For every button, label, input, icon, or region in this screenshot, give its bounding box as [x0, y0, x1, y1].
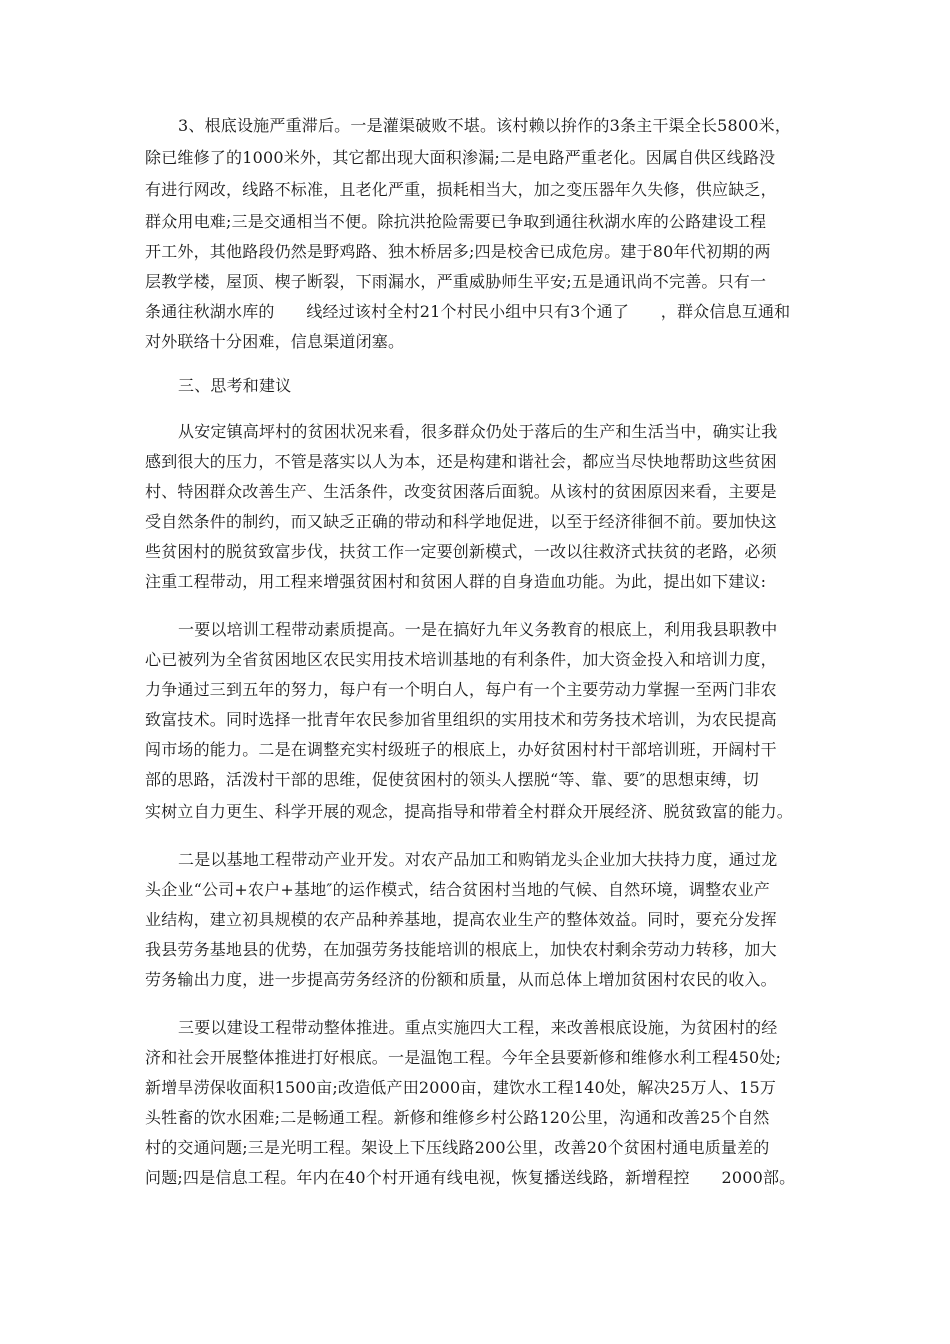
paragraph-1-line-4: 群众用电难;三是交通相当不便。除抗洪抢险需要已争取到通往秋湖水库的公路建设工程 [145, 212, 767, 231]
paragraph-1-line-5: 开工外，其他路段仍然是野鸡路、独木桥居多;四是校舍已成危房。建于80年代初期的两 [145, 242, 771, 261]
paragraph-1-line-8: 对外联络十分困难，信息渠道闭塞。 [145, 332, 405, 351]
paragraph-5-line-6: 问题;四是信息工程。年内在40个村开通有线电视，恢复播送线路，新增程控 2000部。 [145, 1168, 796, 1187]
paragraph-5-line-4: 头牲畜的饮水困难;二是畅通工程。新修和维修乡村公路120公里，沟通和改善25个自然 [145, 1108, 770, 1127]
paragraph-3-line-1: 一要以培训工程带动素质提高。一是在搞好九年义务教育的根底上，利用我县职教中 [178, 620, 778, 639]
paragraph-1-line-3: 有进行网改，线路不标准，且老化严重，损耗相当大，加之变压器年久失修，供应缺乏， [145, 180, 777, 199]
paragraph-4-line-5: 劳务输出力度，进一步提高劳务经济的份额和质量，从而总体上增加贫困村农民的收入。 [145, 970, 777, 989]
paragraph-2-line-6: 注重工程带动，用工程来增强贫困村和贫困人群的自身造血功能。为此，提出如下建议: [145, 572, 767, 591]
paragraph-2-line-3: 村、特困群众改善生产、生活条件，改变贫困落后面貌。从该村的贫困原因来看，主要是 [145, 482, 777, 501]
paragraph-3-line-6: 部的思路，活泼村干部的思维，促使贫困村的领头人摆脱“等、靠、要″的思想束缚，切 [145, 770, 759, 789]
paragraph-2-line-4: 受自然条件的制约，而又缺乏正确的带动和科学地促进，以至于经济徘徊不前。要加快这 [145, 512, 777, 531]
paragraph-2-line-5: 些贫困村的脱贫致富步伐，扶贫工作一定要创新模式，一改以往救济式扶贫的老路，必须 [145, 542, 777, 561]
paragraph-1-line-2: 除已维修了的1000米外，其它都出现大面积渗漏;二是电路严重老化。因属自供区线路没 [145, 148, 776, 167]
paragraph-3-line-5: 闯市场的能力。二是在调整充实村级班子的根底上，办好贫困村村干部培训班，开阔村干 [145, 740, 777, 759]
paragraph-5-line-3: 新增旱涝保收面积1500亩;改造低产田2000亩，建饮水工程140处，解决25万人、15万 [145, 1078, 777, 1097]
paragraph-3-line-4: 致富技术。同时选择一批青年农民参加省里组织的实用技术和劳务技术培训，为农民提高 [145, 710, 777, 729]
paragraph-2-line-1: 从安定镇高坪村的贫困状况来看，很多群众仍处于落后的生产和生活当中，确实让我 [178, 422, 778, 441]
paragraph-5-line-1: 三要以建设工程带动整体推进。重点实施四大工程，来改善根底设施，为贫困村的经 [178, 1018, 778, 1037]
paragraph-4-line-4: 我县劳务基地县的优势，在加强劳务技能培训的根底上，加快农村剩余劳动力转移，加大 [145, 940, 777, 959]
paragraph-2-line-2: 感到很大的压力，不管是落实以人为本，还是构建和谐社会，都应当尽快地帮助这些贫困 [145, 452, 777, 471]
paragraph-5-line-2: 济和社会开展整体推进打好根底。一是温饱工程。今年全县要新修和维修水利工程450处; [145, 1048, 782, 1067]
paragraph-4-line-2: 头企业“公司+农户+基地″的运作模式，结合贫困村当地的气候、自然环境，调整农业产 [145, 880, 770, 899]
paragraph-5-line-5: 村的交通问题;三是光明工程。架设上下压线路200公里，改善20个贫困村通电质量差的 [145, 1138, 770, 1157]
paragraph-1-line-1: 3、根底设施严重滞后。一是灌渠破败不堪。该村赖以拚作的3条主干渠全长5800米， [178, 116, 792, 135]
paragraph-1-line-7: 条通往秋湖水库的 线经过该村全村21个村民小组中只有3个通了 ，群众信息互通和 [145, 302, 791, 321]
paragraph-4-line-1: 二是以基地工程带动产业开发。对农产品加工和购销龙头企业加大扶持力度，通过龙 [178, 850, 778, 869]
paragraph-4-line-3: 业结构，建立初具规模的农产品种养基地，提高农业生产的整体效益。同时，要充分发挥 [145, 910, 777, 929]
paragraph-1-line-6: 层教学楼，屋顶、楔子断裂，下雨漏水，严重威胁师生平安;五是通讯尚不完善。只有一 [145, 272, 767, 291]
paragraph-3-line-3: 力争通过三到五年的努力，每户有一个明白人，每户有一个主要劳动力掌握一至两门非农 [145, 680, 777, 699]
paragraph-3-line-2: 心已被列为全省贫困地区农民实用技术培训基地的有利条件，加大资金投入和培训力度， [145, 650, 777, 669]
paragraph-3-line-7: 实树立自力更生、科学开展的观念，提高指导和带着全村群众开展经济、脱贫致富的能力。 [145, 802, 794, 821]
section-heading: 三、思考和建议 [178, 376, 292, 395]
